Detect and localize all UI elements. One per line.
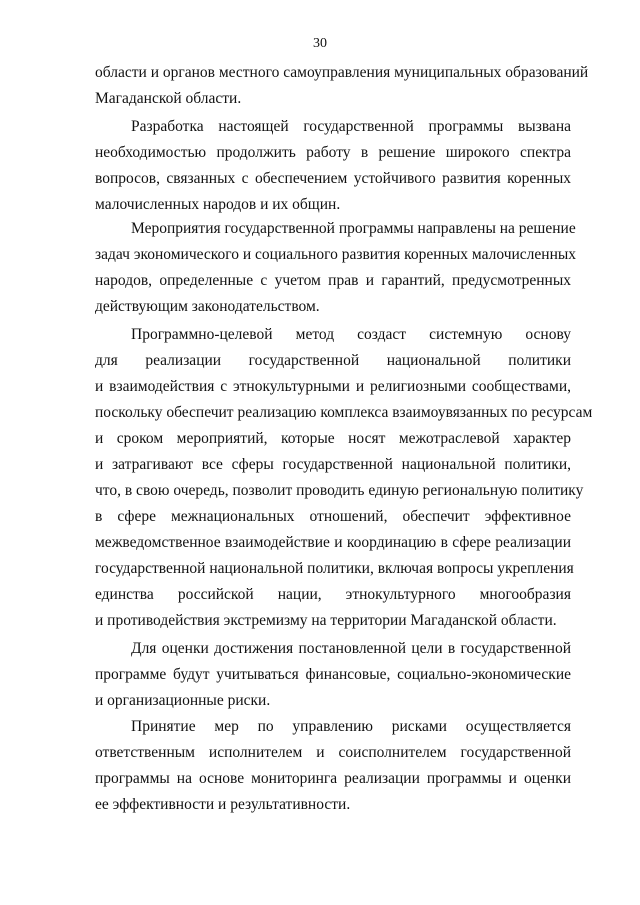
text-line: малочисленных народов и их общин.	[95, 196, 341, 213]
text-line: области и органов местного самоуправления муниципальных образований	[95, 64, 589, 81]
text-line: что, в свою очередь, позволит проводить единую региональную политику	[95, 482, 584, 499]
text-line: народов, определенные с учетом прав и гарантий, предусмотренных	[95, 272, 571, 289]
text-line: Разработка настоящей государственной программы вызвана	[131, 118, 571, 135]
text-line: Для оценки достижения постановленной цели в государственной	[131, 640, 571, 657]
text-line: в сфере межнациональных отношений, обеспечит эффективное	[95, 508, 571, 525]
text-line: и взаимодействия с этнокультурными и религиозными сообществами,	[95, 378, 571, 395]
text-line: программе будут учитываться финансовые, социально-экономические	[95, 666, 571, 683]
text-line: программы на основе мониторинга реализации программы и оценки	[95, 770, 571, 787]
text-line: для реализации государственной национальной политики	[95, 352, 571, 369]
text-line: ответственным исполнителем и соисполнителем государственной	[95, 744, 571, 761]
text-line: межведомственное взаимодействие и координацию в сфере реализации	[95, 534, 571, 551]
text-line: задач экономического и социального развития коренных малочисленных	[95, 246, 577, 263]
text-line: и затрагивают все сферы государственной национальной политики,	[95, 456, 571, 473]
text-line: Магаданской области.	[95, 90, 242, 107]
text-line: и противодействия экстремизму на территории Магаданской области.	[95, 612, 557, 629]
text-line: Программно-целевой метод создаст системную основу	[131, 326, 571, 343]
text-line: вопросов, связанных с обеспечением устойчивого развития коренных	[95, 170, 571, 187]
text-line: ее эффективности и результативности.	[95, 796, 351, 813]
text-line: единства российской нации, этнокультурного многообразия	[95, 586, 571, 603]
text-line: поскольку обеспечит реализацию комплекса взаимоувязанных по ресурсам	[95, 404, 593, 421]
text-line: действующим законодательством.	[95, 298, 320, 315]
text-line: Принятие мер по управлению рисками осуществляется	[131, 718, 571, 735]
text-line: Мероприятия государственной программы направлены на решение	[131, 220, 576, 237]
text-line: и сроком мероприятий, которые носят межотраслевой характер	[95, 430, 571, 447]
text-line: необходимостью продолжить работу в решение широкого спектра	[95, 144, 571, 161]
page-number: 30	[313, 36, 327, 51]
text-line: государственной национальной политики, включая вопросы укрепления	[95, 560, 574, 577]
text-line: и организационные риски.	[95, 692, 271, 709]
